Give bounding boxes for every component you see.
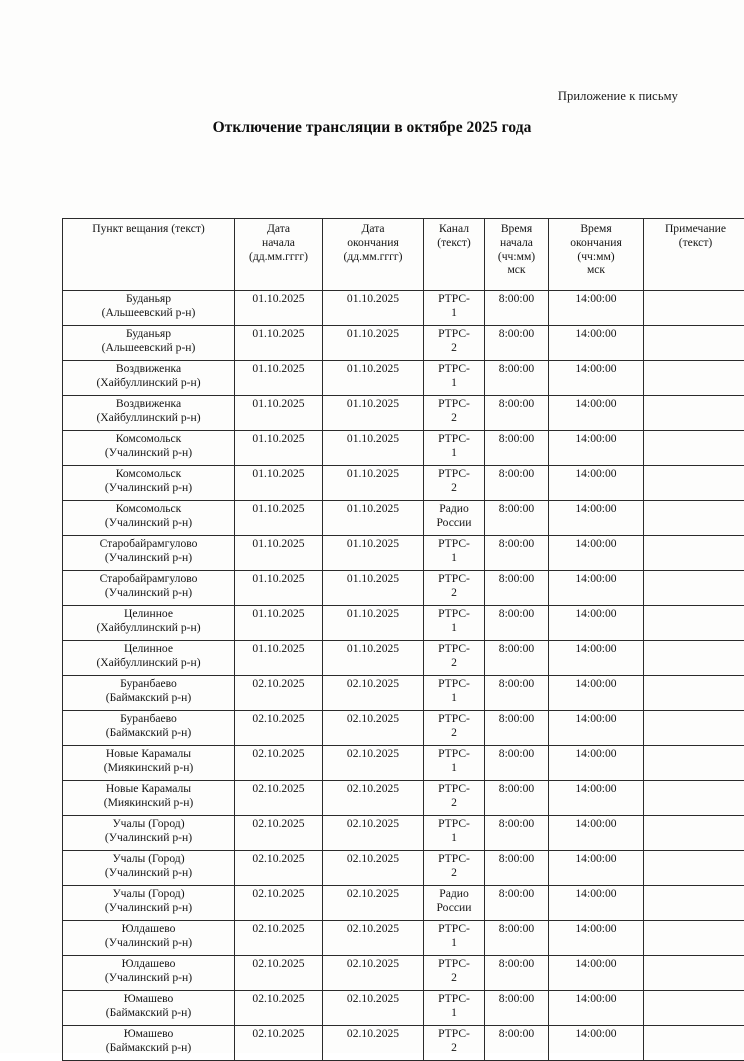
cell-time-start: 8:00:00 [485,991,549,1026]
broadcast-point-region: (Учалинский р-н) [63,971,234,985]
channel-line-2: 2 [424,481,484,495]
cell-date-start: 01.10.2025 [235,431,323,466]
cell-note [644,991,744,1026]
column-header-point [63,219,235,291]
column-header-time-end [549,219,644,291]
cell-time-start: 8:00:00 [485,466,549,501]
table-row [63,816,744,851]
broadcast-point-region: (Учалинский р-н) [63,446,234,460]
cell-broadcast-point [63,606,235,641]
cell-date-start: 01.10.2025 [235,641,323,676]
channel-line-1: РТРС- [424,362,484,376]
cell-broadcast-point [63,921,235,956]
broadcast-point-region: (Хайбуллинский р-н) [63,656,234,670]
channel-line-1: РТРС- [424,1027,484,1041]
broadcast-point-name: Новые Карамалы [63,782,234,796]
cell-time-start: 8:00:00 [485,886,549,921]
channel-line-2: 1 [424,936,484,950]
column-header-date-end-line-1: Дата [323,222,423,236]
broadcast-point-region: (Баймакский р-н) [63,1041,234,1055]
column-header-time-start [485,219,549,291]
channel-line-1: РТРС- [424,677,484,691]
broadcast-point-name: Целинное [63,642,234,656]
broadcast-point-region: (Баймакский р-н) [63,691,234,705]
cell-note [644,781,744,816]
broadcast-outage-table [62,218,744,1061]
channel-line-1: РТРС- [424,782,484,796]
cell-note [644,326,744,361]
cell-time-start: 8:00:00 [485,536,549,571]
channel-line-1: Радио [424,887,484,901]
channel-line-1: РТРС- [424,327,484,341]
cell-time-end: 14:00:00 [549,1026,644,1061]
channel-line-1: РТРС- [424,747,484,761]
column-header-time-end-line-4: мск [549,263,643,277]
cell-note [644,1026,744,1061]
cell-time-end: 14:00:00 [549,781,644,816]
page-title: Отключение трансляции в октябре 2025 года [0,119,744,137]
cell-time-start: 8:00:00 [485,501,549,536]
channel-line-2: 1 [424,831,484,845]
broadcast-point-name: Комсомольск [63,467,234,481]
cell-date-start: 02.10.2025 [235,711,323,746]
channel-line-2: 2 [424,796,484,810]
broadcast-point-name: Буданьяр [63,327,234,341]
cell-date-start: 02.10.2025 [235,851,323,886]
broadcast-point-name: Воздвиженка [63,362,234,376]
cell-time-start: 8:00:00 [485,641,549,676]
cell-date-end: 02.10.2025 [323,816,424,851]
cell-time-start: 8:00:00 [485,816,549,851]
cell-time-end: 14:00:00 [549,921,644,956]
broadcast-point-region: (Хайбуллинский р-н) [63,411,234,425]
broadcast-point-region: (Альшеевский р-н) [63,306,234,320]
channel-line-2: 1 [424,551,484,565]
cell-time-start: 8:00:00 [485,711,549,746]
table-row [63,431,744,466]
column-header-date-start-line-3: (дд.мм.гггг) [235,250,322,264]
channel-line-1: РТРС- [424,572,484,586]
channel-line-2: 1 [424,306,484,320]
broadcast-point-name: Буранбаево [63,677,234,691]
cell-channel [424,746,485,781]
cell-date-end: 02.10.2025 [323,1026,424,1061]
channel-line-1: РТРС- [424,852,484,866]
cell-time-end: 14:00:00 [549,816,644,851]
column-header-time-start-line-1: Время [485,222,548,236]
cell-broadcast-point [63,676,235,711]
cell-date-end: 02.10.2025 [323,676,424,711]
broadcast-point-name: Учалы (Город) [63,852,234,866]
broadcast-point-name: Воздвиженка [63,397,234,411]
cell-channel [424,851,485,886]
table-row [63,326,744,361]
channel-line-2: 1 [424,691,484,705]
broadcast-point-region: (Учалинский р-н) [63,551,234,565]
table-row [63,501,744,536]
cell-time-end: 14:00:00 [549,641,644,676]
cell-date-end: 01.10.2025 [323,536,424,571]
cell-time-start: 8:00:00 [485,431,549,466]
cell-channel [424,991,485,1026]
table-row [63,361,744,396]
cell-channel [424,886,485,921]
broadcast-point-region: (Баймакский р-н) [63,1006,234,1020]
broadcast-point-region: (Учалинский р-н) [63,586,234,600]
cell-date-end: 01.10.2025 [323,641,424,676]
cell-channel [424,956,485,991]
cell-broadcast-point [63,536,235,571]
broadcast-point-name: Новые Карамалы [63,747,234,761]
cell-channel [424,1026,485,1061]
broadcast-point-region: (Учалинский р-н) [63,516,234,530]
cell-channel [424,291,485,326]
cell-time-start: 8:00:00 [485,606,549,641]
channel-line-1: РТРС- [424,922,484,936]
cell-note [644,676,744,711]
channel-line-2: 2 [424,1041,484,1055]
cell-broadcast-point [63,291,235,326]
cell-time-end: 14:00:00 [549,606,644,641]
cell-date-end: 01.10.2025 [323,571,424,606]
cell-date-start: 02.10.2025 [235,676,323,711]
table-header-row [63,219,744,291]
cell-note [644,501,744,536]
cell-channel [424,536,485,571]
cell-broadcast-point [63,991,235,1026]
cell-time-end: 14:00:00 [549,571,644,606]
cell-date-end: 02.10.2025 [323,886,424,921]
cell-channel [424,571,485,606]
cell-date-end: 02.10.2025 [323,921,424,956]
cell-time-start: 8:00:00 [485,1026,549,1061]
cell-time-end: 14:00:00 [549,396,644,431]
cell-note [644,956,744,991]
cell-broadcast-point [63,746,235,781]
cell-channel [424,676,485,711]
cell-note [644,466,744,501]
cell-date-start: 01.10.2025 [235,396,323,431]
cell-date-start: 02.10.2025 [235,921,323,956]
cell-date-start: 02.10.2025 [235,746,323,781]
table-row [63,921,744,956]
table-row [63,676,744,711]
cell-date-end: 02.10.2025 [323,991,424,1026]
channel-line-2: 2 [424,411,484,425]
column-header-point-line-1: Пункт вещания (текст) [63,222,234,236]
column-header-note-line-1: Примечание [644,222,744,236]
cell-broadcast-point [63,431,235,466]
column-header-date-start [235,219,323,291]
broadcast-point-region: (Учалинский р-н) [63,481,234,495]
cell-channel [424,361,485,396]
cell-broadcast-point [63,501,235,536]
column-header-time-end-line-3: (чч:мм) [549,250,643,264]
broadcast-point-name: Старобайрамгулово [63,572,234,586]
cell-channel [424,816,485,851]
cell-channel [424,466,485,501]
cell-broadcast-point [63,816,235,851]
table-row [63,606,744,641]
cell-broadcast-point [63,326,235,361]
table-body [63,291,744,1061]
column-header-time-end-line-1: Время [549,222,643,236]
channel-line-2: 2 [424,341,484,355]
cell-date-end: 01.10.2025 [323,606,424,641]
column-header-date-end [323,219,424,291]
broadcast-point-name: Юлдашево [63,922,234,936]
cell-date-start: 02.10.2025 [235,956,323,991]
cell-note [644,816,744,851]
cell-time-start: 8:00:00 [485,291,549,326]
broadcast-point-region: (Миякинский р-н) [63,761,234,775]
cell-channel [424,711,485,746]
broadcast-point-name: Учалы (Город) [63,887,234,901]
table-row [63,571,744,606]
table-row [63,536,744,571]
cell-time-start: 8:00:00 [485,396,549,431]
cell-date-start: 02.10.2025 [235,991,323,1026]
channel-line-1: РТРС- [424,292,484,306]
cell-broadcast-point [63,396,235,431]
table-row [63,851,744,886]
column-header-date-end-line-3: (дд.мм.гггг) [323,250,423,264]
channel-line-1: РТРС- [424,432,484,446]
cell-date-end: 01.10.2025 [323,431,424,466]
channel-line-1: РТРС- [424,607,484,621]
channel-line-1: РТРС- [424,712,484,726]
table-header [63,219,744,291]
cell-date-start: 01.10.2025 [235,501,323,536]
cell-time-end: 14:00:00 [549,466,644,501]
broadcast-point-name: Юлдашево [63,957,234,971]
cell-broadcast-point [63,956,235,991]
table-row [63,746,744,781]
cell-date-start: 01.10.2025 [235,606,323,641]
cell-broadcast-point [63,571,235,606]
cell-date-start: 01.10.2025 [235,536,323,571]
cell-channel [424,326,485,361]
cell-note [644,571,744,606]
cell-note [644,851,744,886]
broadcast-point-name: Учалы (Город) [63,817,234,831]
broadcast-point-name: Комсомольск [63,502,234,516]
cell-date-end: 01.10.2025 [323,396,424,431]
broadcast-point-region: (Миякинский р-н) [63,796,234,810]
broadcast-point-name: Комсомольск [63,432,234,446]
cell-time-end: 14:00:00 [549,886,644,921]
cell-date-end: 02.10.2025 [323,746,424,781]
cell-date-start: 02.10.2025 [235,886,323,921]
column-header-time-start-line-3: (чч:мм) [485,250,548,264]
schedule-table-container [62,218,680,1061]
cell-time-start: 8:00:00 [485,956,549,991]
broadcast-point-region: (Баймакский р-н) [63,726,234,740]
cell-date-end: 02.10.2025 [323,711,424,746]
column-header-date-start-line-2: начала [235,236,322,250]
channel-line-1: РТРС- [424,817,484,831]
cell-date-start: 01.10.2025 [235,466,323,501]
cell-date-end: 01.10.2025 [323,326,424,361]
cell-broadcast-point [63,1026,235,1061]
channel-line-2: 1 [424,621,484,635]
broadcast-point-name: Буданьяр [63,292,234,306]
table-row [63,641,744,676]
cell-time-start: 8:00:00 [485,781,549,816]
cell-date-end: 01.10.2025 [323,361,424,396]
cell-time-end: 14:00:00 [549,291,644,326]
channel-line-2: 2 [424,586,484,600]
broadcast-point-region: (Альшеевский р-н) [63,341,234,355]
column-header-note-line-2: (текст) [644,236,744,250]
column-header-date-start-line-1: Дата [235,222,322,236]
broadcast-point-name: Юмашево [63,1027,234,1041]
cell-channel [424,921,485,956]
cell-note [644,606,744,641]
cell-date-end: 01.10.2025 [323,501,424,536]
cell-time-start: 8:00:00 [485,851,549,886]
column-header-time-start-line-2: начала [485,236,548,250]
cell-time-end: 14:00:00 [549,991,644,1026]
channel-line-2: 1 [424,761,484,775]
cell-note [644,886,744,921]
channel-line-2: 2 [424,866,484,880]
broadcast-point-name: Юмашево [63,992,234,1006]
table-row [63,1026,744,1061]
broadcast-point-region: (Учалинский р-н) [63,901,234,915]
broadcast-point-region: (Учалинский р-н) [63,936,234,950]
letter-reference: Приложение к письму [0,89,744,104]
cell-date-start: 01.10.2025 [235,326,323,361]
cell-channel [424,431,485,466]
cell-note [644,641,744,676]
cell-channel [424,606,485,641]
table-row [63,396,744,431]
cell-date-end: 01.10.2025 [323,291,424,326]
cell-broadcast-point [63,851,235,886]
cell-date-start: 01.10.2025 [235,361,323,396]
cell-date-end: 01.10.2025 [323,466,424,501]
cell-time-start: 8:00:00 [485,361,549,396]
column-header-time-start-line-4: мск [485,263,548,277]
channel-line-2: России [424,901,484,915]
channel-line-1: РТРС- [424,957,484,971]
cell-date-start: 01.10.2025 [235,571,323,606]
channel-line-2: России [424,516,484,530]
table-row [63,886,744,921]
channel-line-2: 1 [424,446,484,460]
cell-time-end: 14:00:00 [549,956,644,991]
cell-time-end: 14:00:00 [549,361,644,396]
cell-time-end: 14:00:00 [549,711,644,746]
channel-line-2: 1 [424,376,484,390]
cell-time-end: 14:00:00 [549,536,644,571]
cell-channel [424,641,485,676]
cell-date-end: 02.10.2025 [323,781,424,816]
cell-time-end: 14:00:00 [549,676,644,711]
cell-note [644,536,744,571]
cell-time-end: 14:00:00 [549,326,644,361]
channel-line-1: РТРС- [424,642,484,656]
cell-date-end: 02.10.2025 [323,956,424,991]
channel-line-1: РТРС- [424,397,484,411]
broadcast-point-region: (Учалинский р-н) [63,831,234,845]
cell-broadcast-point [63,361,235,396]
cell-date-end: 02.10.2025 [323,851,424,886]
cell-time-start: 8:00:00 [485,921,549,956]
table-row [63,466,744,501]
channel-line-2: 2 [424,656,484,670]
cell-broadcast-point [63,641,235,676]
cell-note [644,396,744,431]
cell-channel [424,501,485,536]
broadcast-point-region: (Хайбуллинский р-н) [63,621,234,635]
channel-line-1: РТРС- [424,467,484,481]
cell-note [644,291,744,326]
cell-time-end: 14:00:00 [549,431,644,466]
broadcast-point-name: Старобайрамгулово [63,537,234,551]
column-header-time-end-line-2: окончания [549,236,643,250]
cell-broadcast-point [63,886,235,921]
cell-time-start: 8:00:00 [485,746,549,781]
table-row [63,711,744,746]
table-row [63,781,744,816]
broadcast-point-name: Целинное [63,607,234,621]
broadcast-point-region: (Хайбуллинский р-н) [63,376,234,390]
column-header-note [644,219,744,291]
cell-note [644,921,744,956]
cell-time-start: 8:00:00 [485,326,549,361]
broadcast-point-region: (Учалинский р-н) [63,866,234,880]
cell-channel [424,781,485,816]
cell-note [644,431,744,466]
table-row [63,991,744,1026]
cell-date-start: 02.10.2025 [235,816,323,851]
channel-line-1: РТРС- [424,537,484,551]
channel-line-2: 1 [424,1006,484,1020]
cell-date-start: 01.10.2025 [235,291,323,326]
channel-line-1: РТРС- [424,992,484,1006]
table-row [63,956,744,991]
cell-time-end: 14:00:00 [549,746,644,781]
column-header-date-end-line-2: окончания [323,236,423,250]
cell-broadcast-point [63,466,235,501]
column-header-channel [424,219,485,291]
cell-date-start: 02.10.2025 [235,1026,323,1061]
cell-note [644,746,744,781]
cell-broadcast-point [63,781,235,816]
cell-channel [424,396,485,431]
cell-broadcast-point [63,711,235,746]
cell-note [644,711,744,746]
broadcast-point-name: Буранбаево [63,712,234,726]
column-header-channel-line-1: Канал [424,222,484,236]
cell-time-end: 14:00:00 [549,851,644,886]
channel-line-1: Радио [424,502,484,516]
column-header-channel-line-2: (текст) [424,236,484,250]
cell-time-end: 14:00:00 [549,501,644,536]
table-row [63,291,744,326]
cell-note [644,361,744,396]
channel-line-2: 2 [424,726,484,740]
cell-time-start: 8:00:00 [485,676,549,711]
channel-line-2: 2 [424,971,484,985]
cell-time-start: 8:00:00 [485,571,549,606]
cell-date-start: 02.10.2025 [235,781,323,816]
